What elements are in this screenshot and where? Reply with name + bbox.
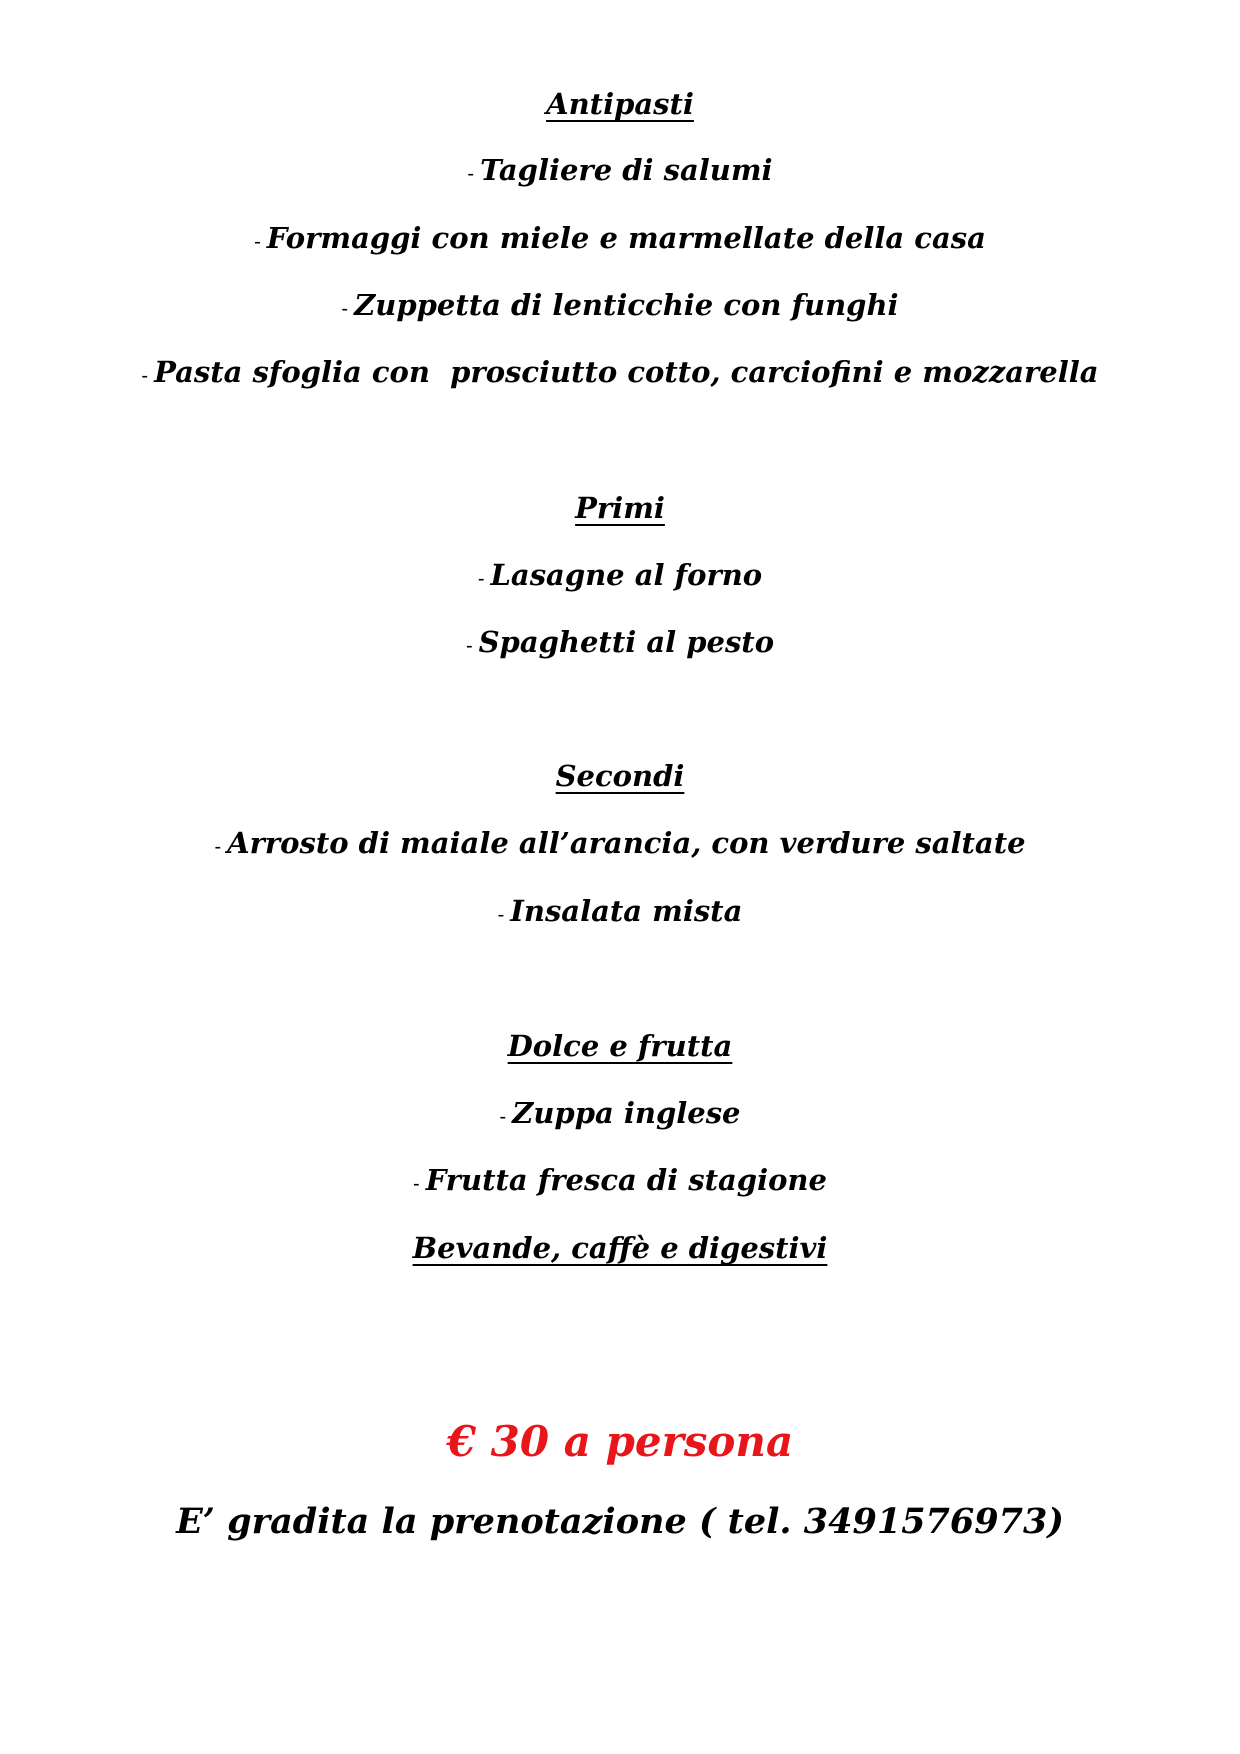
price: € 30 a persona: [446, 1417, 794, 1466]
menu-item-label: Zuppa inglese: [512, 1096, 741, 1130]
section-title-primi: Primi: [575, 491, 665, 525]
menu-item: [0, 352, 1240, 396]
drinks-included: Bevande, caffè e digestivi: [412, 1231, 828, 1265]
menu-item-label: Frutta fresca di stagione: [425, 1163, 827, 1197]
menu-item-label: Pasta sfoglia con prosciutto cotto, carciofini e mozzarella: [154, 355, 1099, 389]
menu-item: [0, 285, 1240, 329]
menu-item: [0, 218, 1240, 262]
menu-item-label: Arrosto di maiale all’arancia, con verdure saltate: [227, 826, 1026, 860]
menu-item-label: Tagliere di salumi: [480, 153, 773, 187]
booking-note: E’ gradita la prenotazione ( tel. 3491576973): [176, 1501, 1064, 1542]
menu-item-label: Lasagne al forno: [490, 558, 763, 592]
item-dash: -: [413, 1173, 420, 1195]
section-title-dolce-e-frutta: Dolce e frutta: [507, 1029, 733, 1063]
menu-item: [0, 891, 1240, 935]
item-dash: -: [497, 904, 505, 926]
menu-item-label: Zuppetta di lenticchie con funghi: [354, 288, 899, 322]
menu-item-label: Insalata mista: [510, 894, 743, 928]
menu-item: [0, 1093, 1240, 1137]
menu-item: [0, 1160, 1240, 1204]
item-dash: -: [465, 635, 473, 657]
item-dash: -: [141, 365, 149, 387]
item-dash: -: [477, 568, 485, 590]
item-dash: -: [254, 231, 261, 253]
item-dash: -: [467, 163, 475, 185]
menu-item: [0, 622, 1240, 666]
item-dash: -: [214, 836, 222, 858]
menu-item: [0, 150, 1240, 194]
menu-item-label: Spaghetti al pesto: [478, 625, 775, 659]
item-dash: -: [341, 298, 349, 320]
section-title-antipasti: Antipasti: [546, 87, 694, 121]
section-title-secondi: Secondi: [555, 759, 685, 793]
menu-item: [0, 823, 1240, 867]
menu-item: [0, 555, 1240, 599]
item-dash: -: [499, 1106, 507, 1128]
menu-item-label: Formaggi con miele e marmellate della casa: [266, 221, 986, 255]
